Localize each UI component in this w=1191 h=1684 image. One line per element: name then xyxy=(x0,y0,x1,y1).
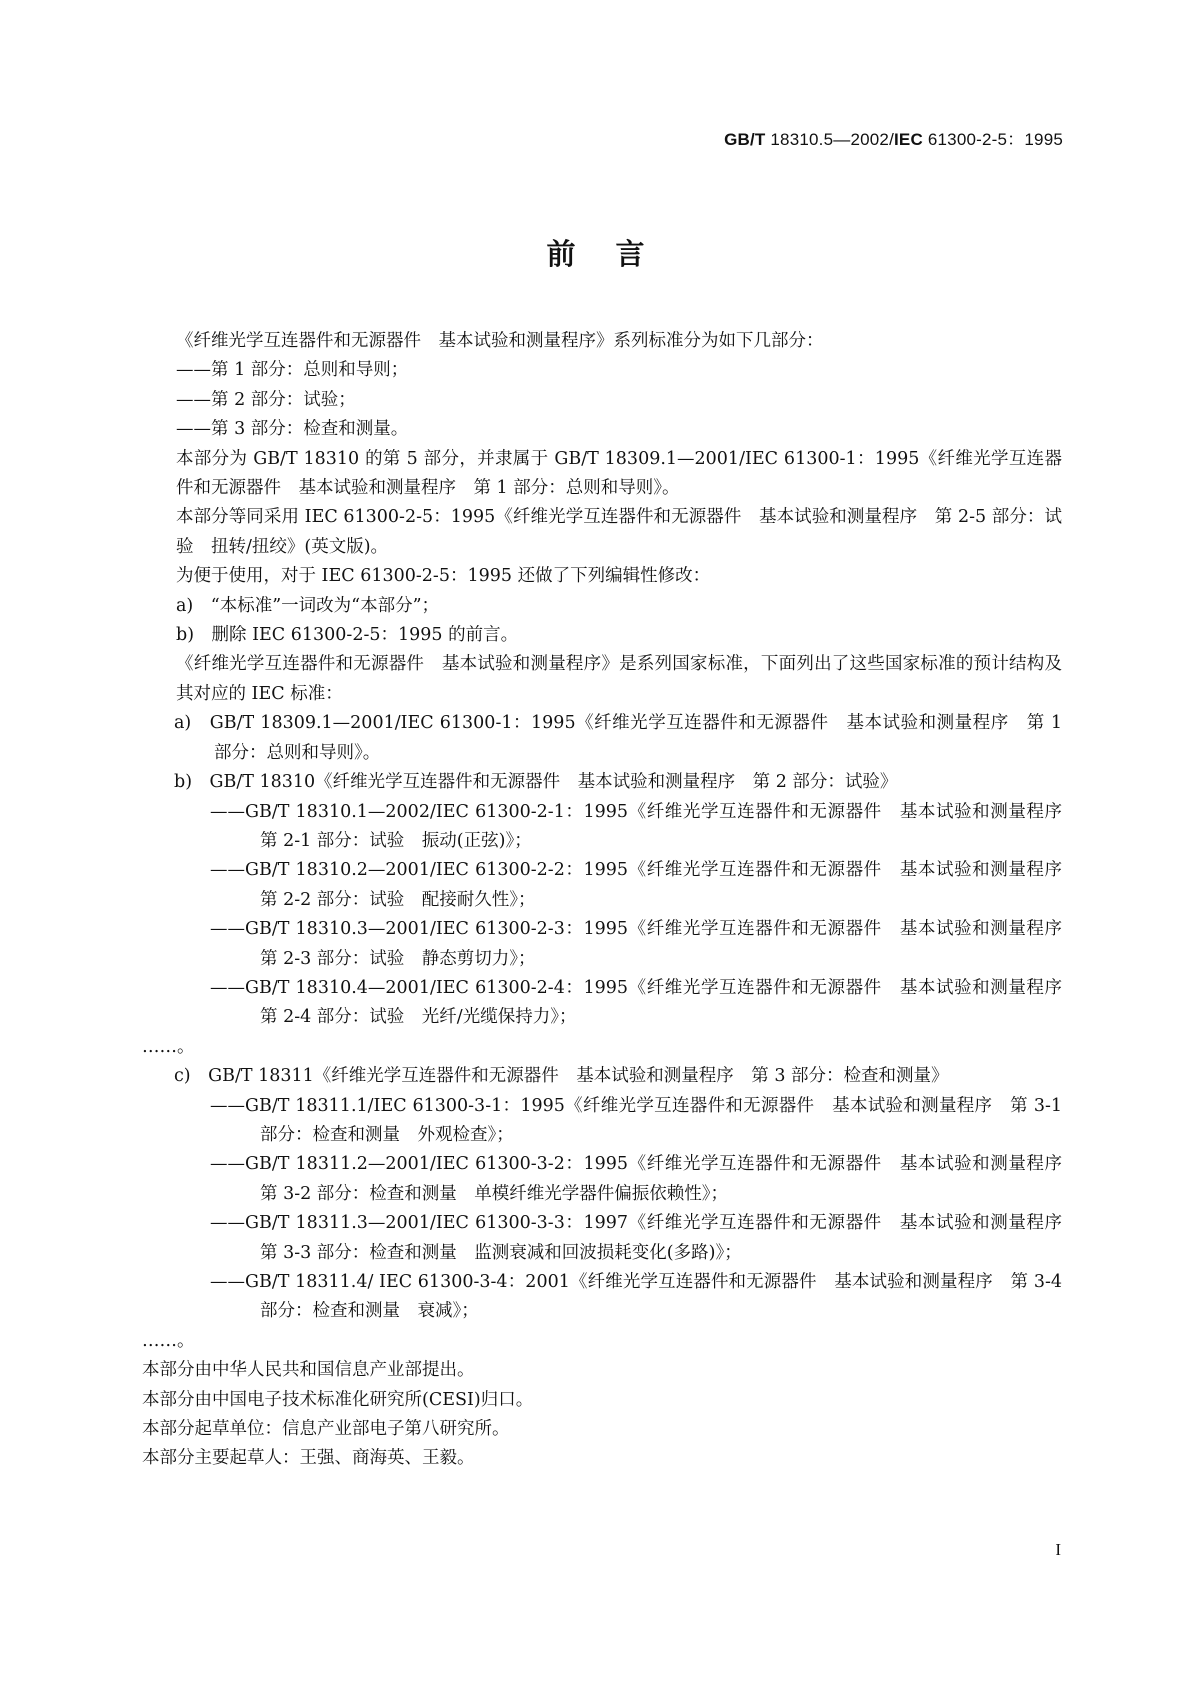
foreword-paragraph: ——第 2 部分：试验； xyxy=(176,389,356,410)
foreword-paragraph: ——GB/T 18311.2—2001/IEC 61300-3-2：1995《纤维光学互连器件和无源器件 基本试验和测量程序 第 3-2 部分：检查和测量 单模纤维光学器件偏振依赖性》； xyxy=(210,1154,1080,1204)
header-code-bold-2: IEC xyxy=(894,130,923,149)
foreword-paragraph: 《纤维光学互连器件和无源器件 基本试验和测量程序》系列标准分为如下几部分： xyxy=(176,331,824,351)
foreword-paragraph: ——第 1 部分：总则和导则； xyxy=(176,360,409,381)
foreword-paragraph: 本部分等同采用 IEC 61300-2-5：1995《纤维光学互连器件和无源器件 基本试验和测量程序 第 2-5 部分：试验 扭转/扭绞》(英文版)。 xyxy=(176,507,1062,557)
foreword-paragraph: 本部分由中国电子技术标准化研究所(CESI)归口。 xyxy=(142,1389,534,1410)
foreword-paragraph: b) GB/T 18310《纤维光学互连器件和无源器件 基本试验和测量程序 第 2 部分：试验》 xyxy=(174,772,898,793)
foreword-paragraph: ——GB/T 18311.3—2001/IEC 61300-3-3：1997《纤维光学互连器件和无源器件 基本试验和测量程序 第 3-3 部分：检查和测量 监测衰减和回波损耗变化(多路)》； xyxy=(210,1213,1080,1263)
page-title: 前言 xyxy=(546,237,685,271)
foreword-body xyxy=(142,327,1080,1474)
foreword-paragraph: ——GB/T 18310.3—2001/IEC 61300-2-3：1995《纤维光学互连器件和无源器件 基本试验和测量程序 第 2-3 部分：试验 静态剪切力》； xyxy=(210,919,1080,969)
foreword-paragraph: ……。 xyxy=(142,1330,195,1351)
foreword-paragraph: ——GB/T 18310.4—2001/IEC 61300-2-4：1995《纤维光学互连器件和无源器件 基本试验和测量程序 第 2-4 部分：试验 光纤/光缆保持力》； xyxy=(210,977,1080,1028)
header-code-1: 18310.5—2002/ xyxy=(765,130,894,149)
foreword-paragraph: ……。 xyxy=(142,1036,195,1057)
foreword-paragraph: b) 删除 IEC 61300-2-5：1995 的前言。 xyxy=(176,625,519,646)
foreword-paragraph: 本部分起草单位：信息产业部电子第八研究所。 xyxy=(142,1419,510,1440)
header-code-2: 61300-2-5：1995 xyxy=(922,130,1063,149)
foreword-paragraph: 本部分为 GB/T 18310 的第 5 部分，并隶属于 GB/T 18309.1—2001/IEC 61300-1：1995《纤维光学互连器件和无源器件 基本试验和测量程序 第 1 部分：总则和导则》。 xyxy=(176,448,1062,499)
foreword-paragraph: ——GB/T 18310.1—2002/IEC 61300-2-1：1995《纤维光学互连器件和无源器件 基本试验和测量程序 第 2-1 部分：试验 振动(正弦)》； xyxy=(210,801,1080,851)
header-code-bold-1: GB/T xyxy=(724,130,766,149)
foreword-paragraph: 本部分主要起草人：王强、商海英、王毅。 xyxy=(142,1448,475,1469)
foreword-paragraph: 本部分由中华人民共和国信息产业部提出。 xyxy=(142,1360,475,1381)
foreword-paragraph: ——GB/T 18310.2—2001/IEC 61300-2-2：1995《纤维光学互连器件和无源器件 基本试验和测量程序 第 2-2 部分：试验 配接耐久性》； xyxy=(210,860,1080,910)
foreword-paragraph: 为便于使用，对于 IEC 61300-2-5：1995 还做了下列编辑性修改： xyxy=(176,566,711,587)
foreword-paragraph: c) GB/T 18311《纤维光学互连器件和无源器件 基本试验和测量程序 第 3 部分：检查和测量》 xyxy=(174,1066,949,1087)
page-number: I xyxy=(1055,1540,1061,1559)
foreword-paragraph: a) GB/T 18309.1—2001/IEC 61300-1：1995《纤维光学互连器件和无源器件 基本试验和测量程序 第 1 部分：总则和导则》。 xyxy=(174,713,1062,763)
foreword-paragraph: ——GB/T 18311.1/IEC 61300-3-1：1995《纤维光学互连器件和无源器件 基本试验和测量程序 第 3-1 部分：检查和测量 外观检查》； xyxy=(210,1095,1062,1145)
standard-code-header xyxy=(724,125,1063,150)
foreword-paragraph: 《纤维光学互连器件和无源器件 基本试验和测量程序》是系列国家标准，下面列出了这些国家标准的预计结构及其对应的 IEC 标准： xyxy=(176,654,1062,704)
foreword-paragraph: ——第 3 部分：检查和测量。 xyxy=(176,419,409,440)
foreword-paragraph: a) “本标准”一词改为“本部分”； xyxy=(176,595,440,616)
foreword-paragraph: ——GB/T 18311.4/ IEC 61300-3-4：2001《纤维光学互连器件和无源器件 基本试验和测量程序 第 3-4 部分：检查和测量 衰减》； xyxy=(210,1272,1062,1322)
